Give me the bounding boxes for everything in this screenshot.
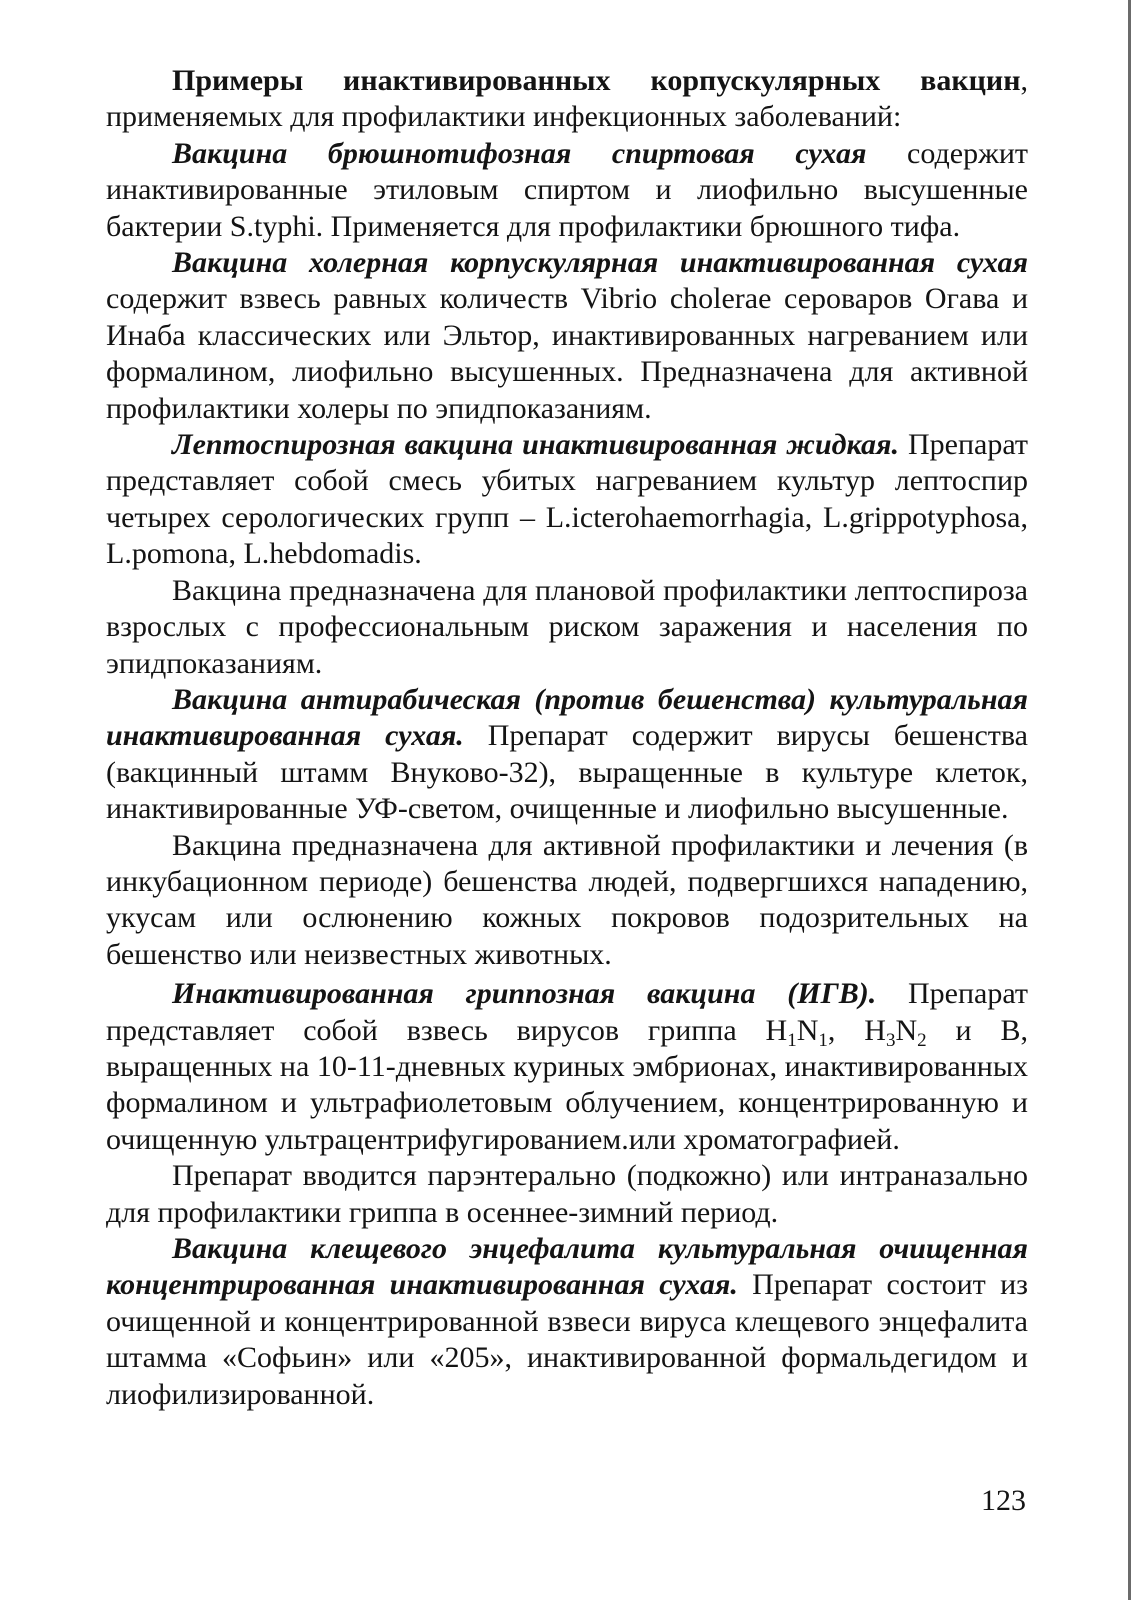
vaccine-typhoid-paragraph bbox=[106, 136, 1028, 245]
vaccine-rabies-usage: Вакцина предназначена для активной профилактики и лечения (в инкубационном периоде) бешенства людей, подвергшихся нападению, укусам или ослюнению кожных покровов подозрительных на бешенство или неизвестных животных. bbox=[106, 828, 1028, 971]
intro-text: , применяемых для профилактики инфекционных заболеваний: bbox=[106, 64, 1028, 134]
vaccine-influenza-paragraph bbox=[106, 976, 1028, 1158]
vaccine-influenza-text-a: Препарат представляет собой взвесь вирусов гриппа H bbox=[106, 977, 1029, 1047]
vaccine-rabies-text: Препарат содержит вирусы бешенства (вакцинный штамм Внуково-32), выращенные в культуре клеток, инактивированные УФ-светом, очищенные и лиофильно высушенные. bbox=[106, 719, 1029, 826]
vaccine-rabies-paragraph bbox=[106, 682, 1028, 828]
vaccine-encephalitis-title: Вакцина клещевого энцефалита культуральная очищенная концентрированная инактивированная сухая. bbox=[106, 1232, 1028, 1302]
subscript-h3: 3 bbox=[885, 1029, 896, 1051]
vaccine-typhoid-title: Вакцина брюшнотифозная спиртовая сухая bbox=[172, 136, 867, 170]
subscript-n2: 2 bbox=[917, 1029, 927, 1051]
subscript-n1: 1 bbox=[818, 1029, 828, 1051]
body-text bbox=[106, 63, 1028, 1413]
vaccine-rabies-title: Вакцина антирабическая (против бешенства) культуральная инактивированная сухая. bbox=[106, 682, 1028, 753]
vaccine-leptospirosis-title: Лептоспирозная вакцина инактивированная жидкая. bbox=[172, 428, 899, 462]
vaccine-influenza-text-b: N bbox=[796, 1013, 819, 1047]
vaccine-leptospirosis-usage: Вакцина предназначена для плановой профилактики лептоспироза взрослых с профессиональным риском заражения и населения по эпидпоказаниям. bbox=[106, 573, 1028, 680]
vaccine-cholera-paragraph bbox=[106, 245, 1028, 427]
vaccine-influenza-title: Инактивированная гриппозная вакцина (ИГВ). bbox=[172, 977, 877, 1011]
page-number: 123 bbox=[981, 1484, 1026, 1517]
intro-heading: Примеры инактивированных корпускулярных вакцин bbox=[172, 64, 1021, 97]
vaccine-cholera-title: Вакцина холерная корпускулярная инактивированная сухая bbox=[172, 246, 1028, 280]
vaccine-influenza-text-e: и B, выращенных на 10-11-дневных куриных эмбрионах, инактивированных формалином и ультрафиолетовым облучением, концентрированную и очищенную ультрацентрифугированием.или хроматографией. bbox=[106, 1013, 1028, 1156]
vaccine-leptospirosis-text: Препарат представляет собой смесь убитых нагреванием культур лептоспир четырех серологических групп – L.icterohaemorrhagia, L.grippotyphosa, L.pomona, L.hebdomadis. bbox=[106, 428, 1028, 571]
vaccine-influenza-usage: Препарат вводится парэнтерально (подкожно) или интраназально для профилактики гриппа в осеннее-зимний период. bbox=[106, 1159, 1028, 1229]
vaccine-cholera-text: содержит взвесь равных количеств Vibrio cholerae сероваров Огава и Инаба классических или Эльтор, инактивированных нагреванием или формалином, лиофильно высушенных. Предназначена для активной профилактики холеры по эпидпоказаниям. bbox=[106, 282, 1028, 425]
vaccine-typhoid-text: содержит инактивированные этиловым спиртом и лиофильно высушенные бактерии S.typhi. Применяется для профилактики брюшного тифа. bbox=[106, 136, 1028, 243]
subscript-h1: 1 bbox=[787, 1029, 797, 1051]
intro-paragraph bbox=[106, 63, 1028, 136]
vaccine-influenza-text-d: N bbox=[895, 1013, 918, 1047]
vaccine-leptospirosis-paragraph bbox=[106, 427, 1028, 573]
vaccine-encephalitis-paragraph bbox=[106, 1231, 1028, 1413]
vaccine-encephalitis-text: Препарат состоит из очищенной и концентрированной взвеси вируса клещевого энцефалита штамма «Софьин» или «205», инактивированной формальдегидом и лиофилизированной. bbox=[106, 1268, 1028, 1411]
vaccine-influenza-text-c: , H bbox=[827, 1013, 886, 1047]
